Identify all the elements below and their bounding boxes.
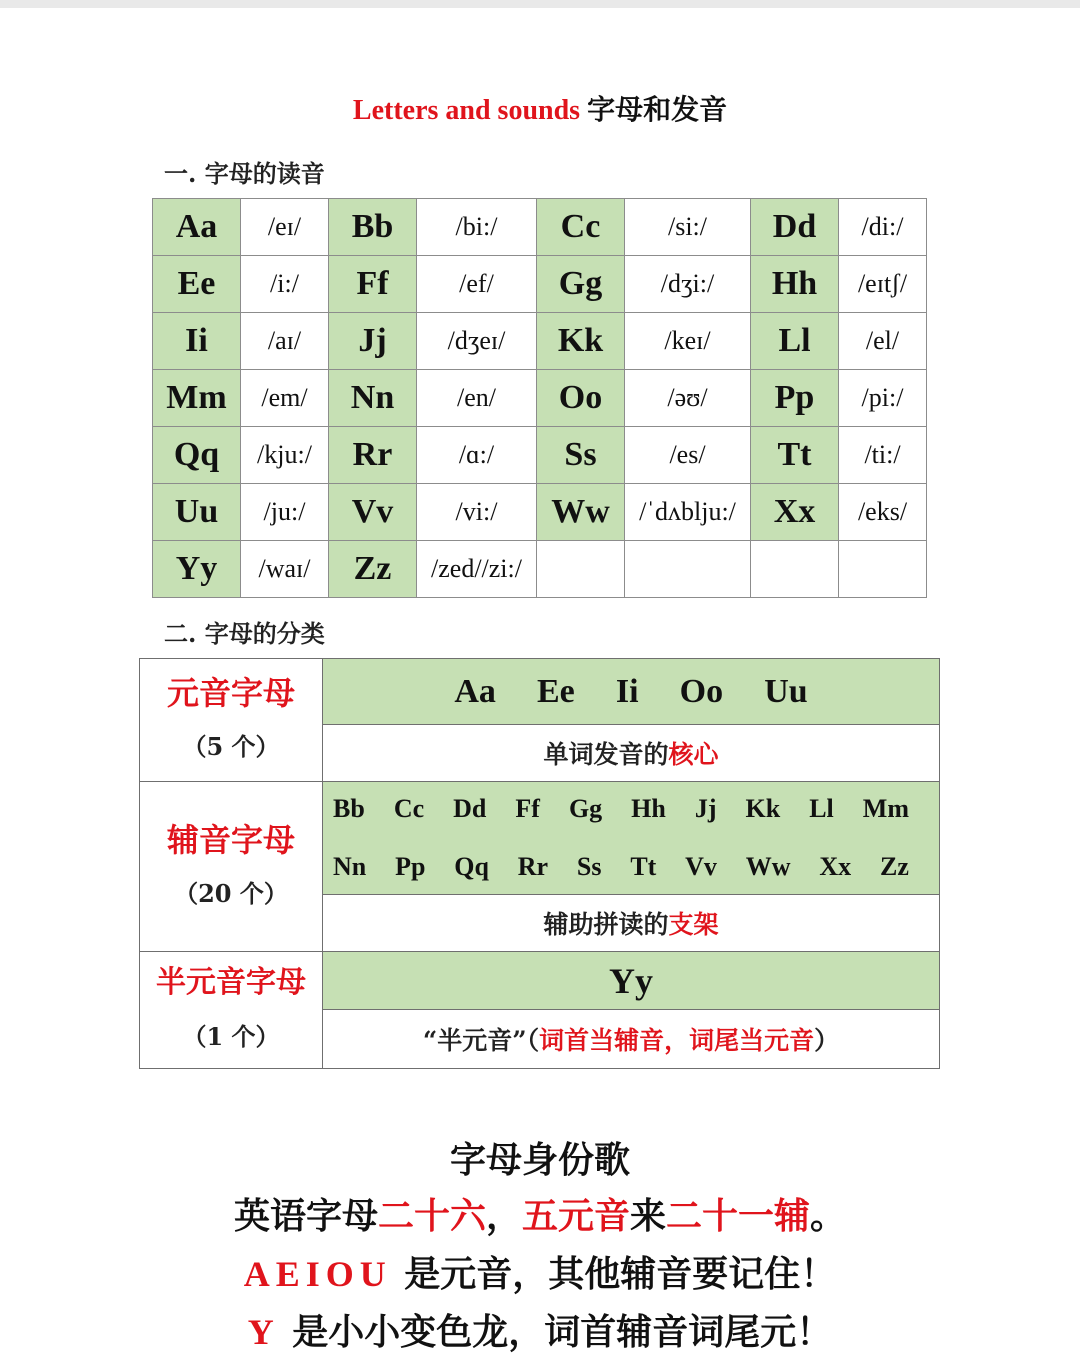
consonant-category-name: 辅音字母 — [166, 820, 295, 859]
song-text: ， — [485, 1195, 522, 1237]
letter-cell: Gg — [537, 256, 625, 313]
letters-row — [153, 427, 927, 484]
section-heading-pronunciation: 一. 字母的读音 — [164, 159, 325, 188]
song-highlight: 五元音 — [521, 1195, 630, 1237]
consonant-letter: Rr — [517, 852, 549, 881]
phonetic-cell: /ɑ:/ — [417, 427, 537, 484]
vowel-category-name: 元音字母 — [166, 674, 295, 712]
consonant-letter: Jj — [694, 794, 717, 823]
consonant-letter: Tt — [630, 852, 657, 881]
phonetic-cell: /em/ — [241, 370, 329, 427]
empty-cell — [839, 541, 927, 598]
letter-cell: Ff — [329, 256, 417, 313]
title-english: Letters and sounds — [352, 95, 581, 126]
song-line-3 — [0, 1304, 1080, 1355]
song-highlight: AEIOU — [243, 1254, 392, 1294]
letter-cell: Zz — [329, 541, 417, 598]
letters-row — [153, 199, 927, 256]
consonant-letter: Cc — [393, 794, 425, 823]
letter-cell: Yy — [153, 541, 241, 598]
semivowel-letter: Yy — [609, 960, 653, 1001]
vowel-category-count: （5 个） — [182, 732, 280, 761]
letter-cell: Rr — [329, 427, 417, 484]
phonetic-cell: /eks/ — [839, 484, 927, 541]
empty-cell — [537, 541, 625, 598]
vowel-letter: Ii — [615, 672, 639, 710]
semivowel-category-cell — [140, 952, 323, 1069]
phonetic-cell: /vi:/ — [417, 484, 537, 541]
vowel-description — [323, 725, 940, 782]
vowel-letter: Aa — [454, 672, 496, 710]
phonetic-cell: /ju:/ — [241, 484, 329, 541]
semivowel-category-count: （1 个） — [182, 1022, 280, 1051]
consonant-letter: Hh — [631, 794, 666, 823]
letters-row — [153, 370, 927, 427]
song-highlight: 二十一辅 — [666, 1195, 811, 1237]
consonant-letter: Ss — [576, 852, 602, 881]
letter-cell: Hh — [751, 256, 839, 313]
consonant-desc-highlight: 支架 — [668, 910, 719, 939]
phonetic-cell: /si:/ — [625, 199, 751, 256]
consonant-letter: Ff — [515, 794, 540, 823]
letter-cell: Ll — [751, 313, 839, 370]
letter-cell: Pp — [751, 370, 839, 427]
phonetic-cell: /kju:/ — [241, 427, 329, 484]
consonant-letters — [323, 782, 940, 895]
page-title — [0, 88, 1080, 128]
semivowel-desc-b: ） — [814, 1026, 840, 1055]
phonetic-cell: /i:/ — [241, 256, 329, 313]
consonant-letter: Nn — [333, 852, 367, 881]
letter-cell: Vv — [329, 484, 417, 541]
letter-cell: Mm — [153, 370, 241, 427]
phonetic-cell: /ti:/ — [839, 427, 927, 484]
section-heading-classification: 二. 字母的分类 — [164, 619, 325, 648]
consonant-letter: Xx — [819, 852, 852, 881]
song-line-2 — [0, 1246, 1080, 1297]
letter-cell: Ww — [537, 484, 625, 541]
phonetic-cell: /eɪtʃ/ — [839, 256, 927, 313]
consonant-letter: Kk — [745, 794, 781, 823]
phonetic-cell: /aɪ/ — [241, 313, 329, 370]
consonant-letter: Zz — [879, 852, 909, 881]
empty-cell — [751, 541, 839, 598]
empty-cell — [625, 541, 751, 598]
letter-cell: Oo — [537, 370, 625, 427]
letter-cell: Tt — [751, 427, 839, 484]
vowel-desc-highlight: 核心 — [668, 740, 719, 769]
consonant-row-2 — [323, 852, 939, 882]
letter-cell: Aa — [153, 199, 241, 256]
consonant-letter: Ww — [745, 852, 791, 881]
phonetic-cell: /di:/ — [839, 199, 927, 256]
phonetic-cell: /el/ — [839, 313, 927, 370]
letter-cell: Cc — [537, 199, 625, 256]
letters-row — [153, 484, 927, 541]
song-text: 来 — [630, 1195, 667, 1237]
vowel-category-cell — [140, 659, 323, 782]
letters-row — [153, 541, 927, 598]
song-text: 。 — [810, 1195, 847, 1237]
phonetic-cell: /ˈdʌblju:/ — [625, 484, 751, 541]
semivowel-desc-highlight: 词首当辅音，词尾当元音 — [539, 1026, 815, 1055]
phonetic-cell: /dʒi:/ — [625, 256, 751, 313]
top-edge — [0, 0, 1080, 8]
semivowel-letter-cell — [323, 952, 940, 1010]
letter-cell: Nn — [329, 370, 417, 427]
letter-cell: Ss — [537, 427, 625, 484]
consonant-letter: Mm — [862, 794, 909, 823]
phonetic-cell: /es/ — [625, 427, 751, 484]
letters-classification-table — [139, 658, 940, 1069]
vowel-letter: Oo — [679, 672, 724, 710]
consonant-letter: Ll — [809, 794, 834, 823]
letters-row — [153, 313, 927, 370]
letter-cell: Dd — [751, 199, 839, 256]
letter-cell: Bb — [329, 199, 417, 256]
song-highlight: 二十六 — [377, 1195, 486, 1237]
vowel-desc-text: 单词发音的 — [543, 740, 669, 769]
phonetic-cell: /en/ — [417, 370, 537, 427]
song-text: 是小小变色龙，词首辅音词尾元！ — [279, 1311, 833, 1353]
consonant-category-count: （20 个） — [174, 878, 288, 908]
letter-cell: Ee — [153, 256, 241, 313]
consonant-letter: Bb — [333, 794, 365, 823]
consonant-letter: Vv — [685, 852, 717, 881]
phonetic-cell: /zed//zi:/ — [417, 541, 537, 598]
consonant-letter: Gg — [568, 794, 603, 823]
song-text: 是元音，其他辅音要记住！ — [391, 1253, 837, 1295]
title-chinese: 字母和发音 — [587, 95, 728, 126]
consonant-description — [323, 895, 940, 952]
phonetic-cell: /eɪ/ — [241, 199, 329, 256]
consonant-letter: Dd — [453, 794, 487, 823]
song-highlight: Y — [247, 1312, 280, 1352]
phonetic-cell: /pi:/ — [839, 370, 927, 427]
vowel-letters — [323, 659, 940, 725]
consonant-row-1 — [323, 794, 939, 824]
semivowel-description — [323, 1010, 940, 1069]
letter-cell: Kk — [537, 313, 625, 370]
phonetic-cell: /keɪ/ — [625, 313, 751, 370]
phonetic-cell: /əʊ/ — [625, 370, 751, 427]
phonetic-cell: /dʒeɪ/ — [417, 313, 537, 370]
letter-cell: Xx — [751, 484, 839, 541]
consonant-letter: Qq — [454, 852, 489, 881]
consonant-desc-text: 辅助拼读的 — [543, 910, 669, 939]
consonant-category-cell — [140, 782, 323, 952]
song-line-1 — [0, 1188, 1080, 1239]
consonant-letter: Pp — [395, 852, 426, 881]
phonetic-cell: /ef/ — [417, 256, 537, 313]
semivowel-category-name: 半元音字母 — [156, 965, 306, 1000]
vowel-letter: Uu — [764, 672, 808, 710]
letter-cell: Jj — [329, 313, 417, 370]
phonetic-cell: /waɪ/ — [241, 541, 329, 598]
letter-cell: Uu — [153, 484, 241, 541]
letter-cell: Qq — [153, 427, 241, 484]
song-text: 英语字母 — [233, 1195, 378, 1237]
semivowel-desc-a: “半元音”（ — [422, 1026, 540, 1055]
song-title: 字母身份歌 — [449, 1139, 630, 1181]
vowel-letter: Ee — [536, 672, 575, 710]
letters-pronunciation-table — [152, 198, 927, 598]
letter-cell: Ii — [153, 313, 241, 370]
letters-row — [153, 256, 927, 313]
phonetic-cell: /bi:/ — [417, 199, 537, 256]
